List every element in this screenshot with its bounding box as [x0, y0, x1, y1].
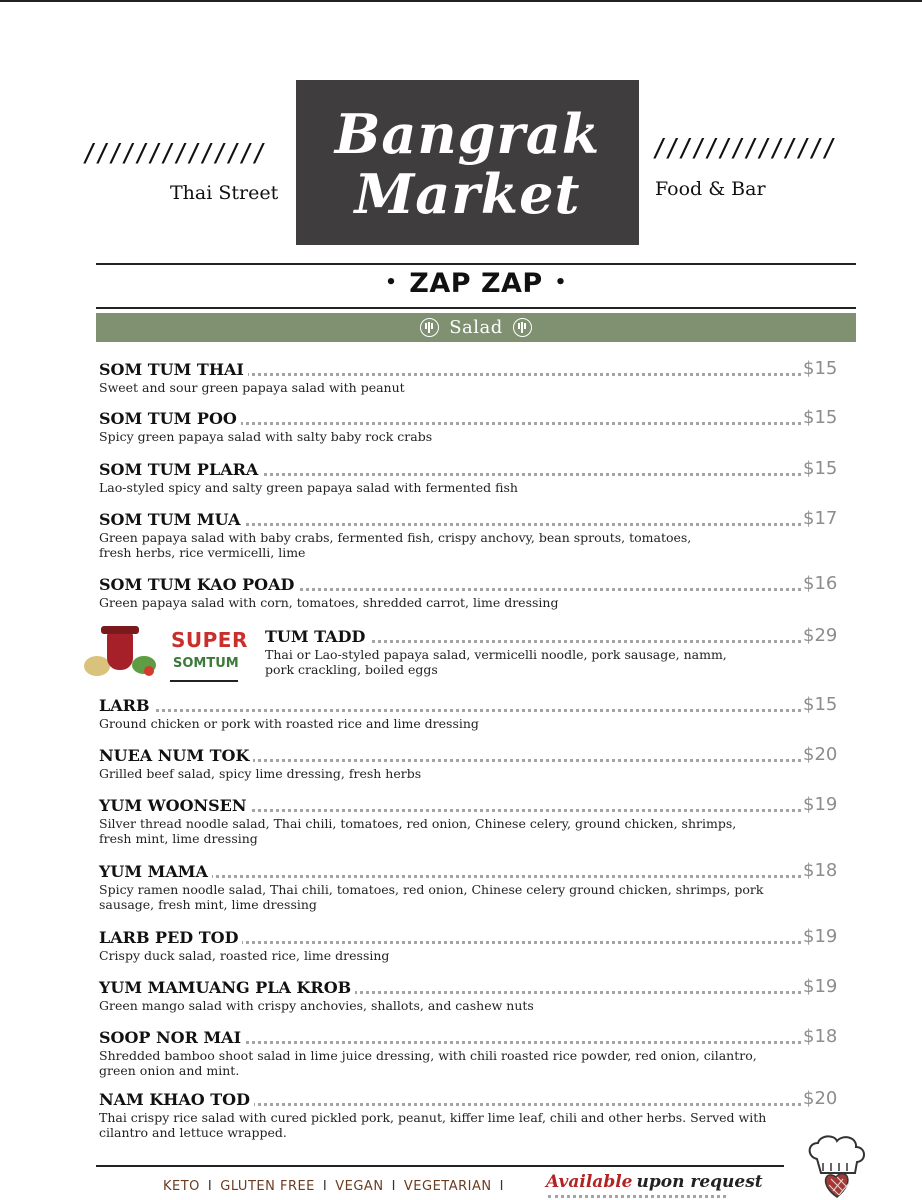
menu-item-description: Ground chicken or pork with roasted rice and lime dressing: [99, 716, 479, 731]
menu-item-description: Sweet and sour green papaya salad with peanut: [99, 380, 405, 395]
badge-super-text: SUPER: [171, 628, 248, 652]
menu-item: [99, 510, 842, 560]
tag-keto: KETO: [163, 1179, 200, 1194]
tag-separator: I: [499, 1179, 504, 1194]
dotted-leader: [109, 709, 801, 712]
menu-item-description: Spicy ramen noodle salad, Thai chili, tomatoes, red onion, Chinese celery ground chicken, shrimps, pork: [99, 882, 764, 897]
menu-item-description: fresh herbs, rice vermicelli, lime: [99, 545, 306, 560]
super-somtum-badge: [82, 622, 248, 684]
footer-divider: [96, 1165, 784, 1167]
category-label: Salad: [449, 317, 503, 338]
menu-item-price: $18: [803, 860, 838, 881]
tagline-left: Thai Street: [170, 182, 279, 204]
menu-item-name: LARB: [99, 696, 153, 715]
wheat-icon: [513, 318, 532, 337]
badge-underline: [170, 680, 238, 682]
menu-item-name: SOM TUM THAI: [99, 360, 248, 379]
menu-item-price: $16: [803, 573, 838, 594]
menu-item-name: YUM MAMUANG PLA KROB: [99, 978, 355, 997]
divider-bottom: [96, 307, 856, 309]
menu-item-description: Lao-styled spicy and salty green papaya salad with fermented fish: [99, 480, 518, 495]
available-dotted-underline: [548, 1195, 726, 1198]
menu-item: [99, 746, 842, 781]
menu-item-price: $15: [803, 358, 838, 379]
tag-gluten-free: GLUTEN FREE: [220, 1179, 315, 1194]
chef-hat-heart-icon: [803, 1133, 871, 1199]
menu-item-description: sausage, fresh mint, lime dressing: [99, 897, 317, 912]
menu-item-description: Spicy green papaya salad with salty baby rock crabs: [99, 429, 433, 444]
dietary-options: [163, 1179, 512, 1194]
menu-item-name: SOM TUM POO: [99, 409, 241, 428]
menu-item: [99, 862, 842, 912]
logo-line-1: Bangrak: [334, 102, 601, 166]
bullet-dot-left: •: [385, 272, 398, 293]
divider-top: [96, 263, 856, 265]
menu-item-name: LARB PED TOD: [99, 928, 242, 947]
menu-item-description: Thai or Lao-styled papaya salad, vermicelli noodle, pork sausage, namm,: [265, 647, 727, 662]
menu-item-price: $18: [803, 1026, 838, 1047]
menu-item: [99, 978, 842, 1013]
menu-item-name: YUM WOONSEN: [99, 796, 251, 815]
menu-item-name: NAM KHAO TOD: [99, 1090, 254, 1109]
menu-item: [99, 1028, 842, 1078]
menu-item-description: Thai crispy rice salad with cured pickled pork, peanut, kiffer lime leaf, chili and other herbs. Served with: [99, 1110, 767, 1125]
menu-item-name: SOM TUM MUA: [99, 510, 245, 529]
papaya-salad-bowl-icon: [107, 632, 133, 670]
wheat-icon: [420, 318, 439, 337]
menu-item-description: Crispy duck salad, roasted rice, lime dressing: [99, 948, 390, 963]
menu-item-price: $19: [803, 794, 838, 815]
menu-item-description: Green papaya salad with corn, tomatoes, shredded carrot, lime dressing: [99, 595, 559, 610]
menu-item-description: fresh mint, lime dressing: [99, 831, 258, 846]
menu-item-description: Silver thread noodle salad, Thai chili, tomatoes, red onion, Chinese celery, ground chicken, shrimps,: [99, 816, 737, 831]
section-title: [96, 268, 856, 299]
top-border-line: [0, 0, 922, 2]
menu-item: [99, 575, 842, 610]
menu-item-price: $15: [803, 458, 838, 479]
bullet-dot-right: •: [554, 272, 567, 293]
available-upon-request: [546, 1172, 763, 1192]
menu-item-price: $20: [803, 744, 838, 765]
category-band: [96, 313, 856, 342]
menu-item-name: SOM TUM PLARA: [99, 460, 262, 479]
menu-item: [99, 796, 842, 846]
upon-request-text: upon request: [636, 1172, 763, 1192]
menu-item-name: SOM TUM KAO POAD: [99, 575, 298, 594]
menu-item-description: Green mango salad with crispy anchovies, shallots, and cashew nuts: [99, 998, 534, 1013]
tag-separator: I: [391, 1179, 396, 1194]
badge-somtum-text: SOMTUM: [173, 656, 239, 671]
tomato-icon: [144, 666, 154, 676]
menu-item: [99, 1090, 842, 1140]
logo-line-2: Market: [354, 162, 581, 226]
menu-item-name: NUEA NUM TOK: [99, 746, 253, 765]
menu-item: [99, 696, 842, 731]
menu-item-name: YUM MAMA: [99, 862, 212, 881]
menu-item: [265, 627, 842, 677]
menu-item: [99, 360, 842, 395]
menu-item-name: TUM TADD: [265, 627, 369, 646]
tag-separator: I: [207, 1179, 213, 1194]
menu-item-name: SOOP NOR MAI: [99, 1028, 245, 1047]
menu-item-description: Shredded bamboo shoot salad in lime juice dressing, with chili roasted rice powder, red onion, cilantro,: [99, 1048, 757, 1063]
menu-item-price: $19: [803, 976, 838, 997]
menu-item: [99, 460, 842, 495]
menu-item: [99, 928, 842, 963]
menu-item-price: $15: [803, 694, 838, 715]
menu-item-price: $20: [803, 1088, 838, 1109]
menu-item-price: $19: [803, 926, 838, 947]
menu-item-description: green onion and mint.: [99, 1063, 240, 1078]
tagline-right: Food & Bar: [655, 178, 766, 200]
tag-separator: I: [322, 1179, 328, 1194]
restaurant-logo: [296, 80, 639, 245]
menu-item-description: Green papaya salad with baby crabs, fermented fish, crispy anchovy, bean sprouts, tomatoes,: [99, 530, 692, 545]
menu-item-price: $17: [803, 508, 838, 529]
menu-item-description: cilantro and lettuce wrapped.: [99, 1125, 287, 1140]
decorative-slashes-left: //////////////: [82, 138, 265, 167]
decorative-slashes-right: //////////////: [652, 133, 835, 162]
tag-vegetarian: VEGETARIAN: [403, 1179, 492, 1194]
menu-item-description: Grilled beef salad, spicy lime dressing, fresh herbs: [99, 766, 422, 781]
section-title-text: ZAP ZAP: [409, 268, 543, 299]
menu-item-price: $29: [803, 625, 838, 646]
menu-item-price: $15: [803, 407, 838, 428]
menu-item: [99, 409, 842, 444]
dotted-leader: [109, 875, 801, 878]
menu-item-description: pork crackling, boiled eggs: [265, 662, 438, 677]
tag-vegan: VEGAN: [335, 1179, 384, 1194]
available-word: Available: [546, 1172, 633, 1192]
